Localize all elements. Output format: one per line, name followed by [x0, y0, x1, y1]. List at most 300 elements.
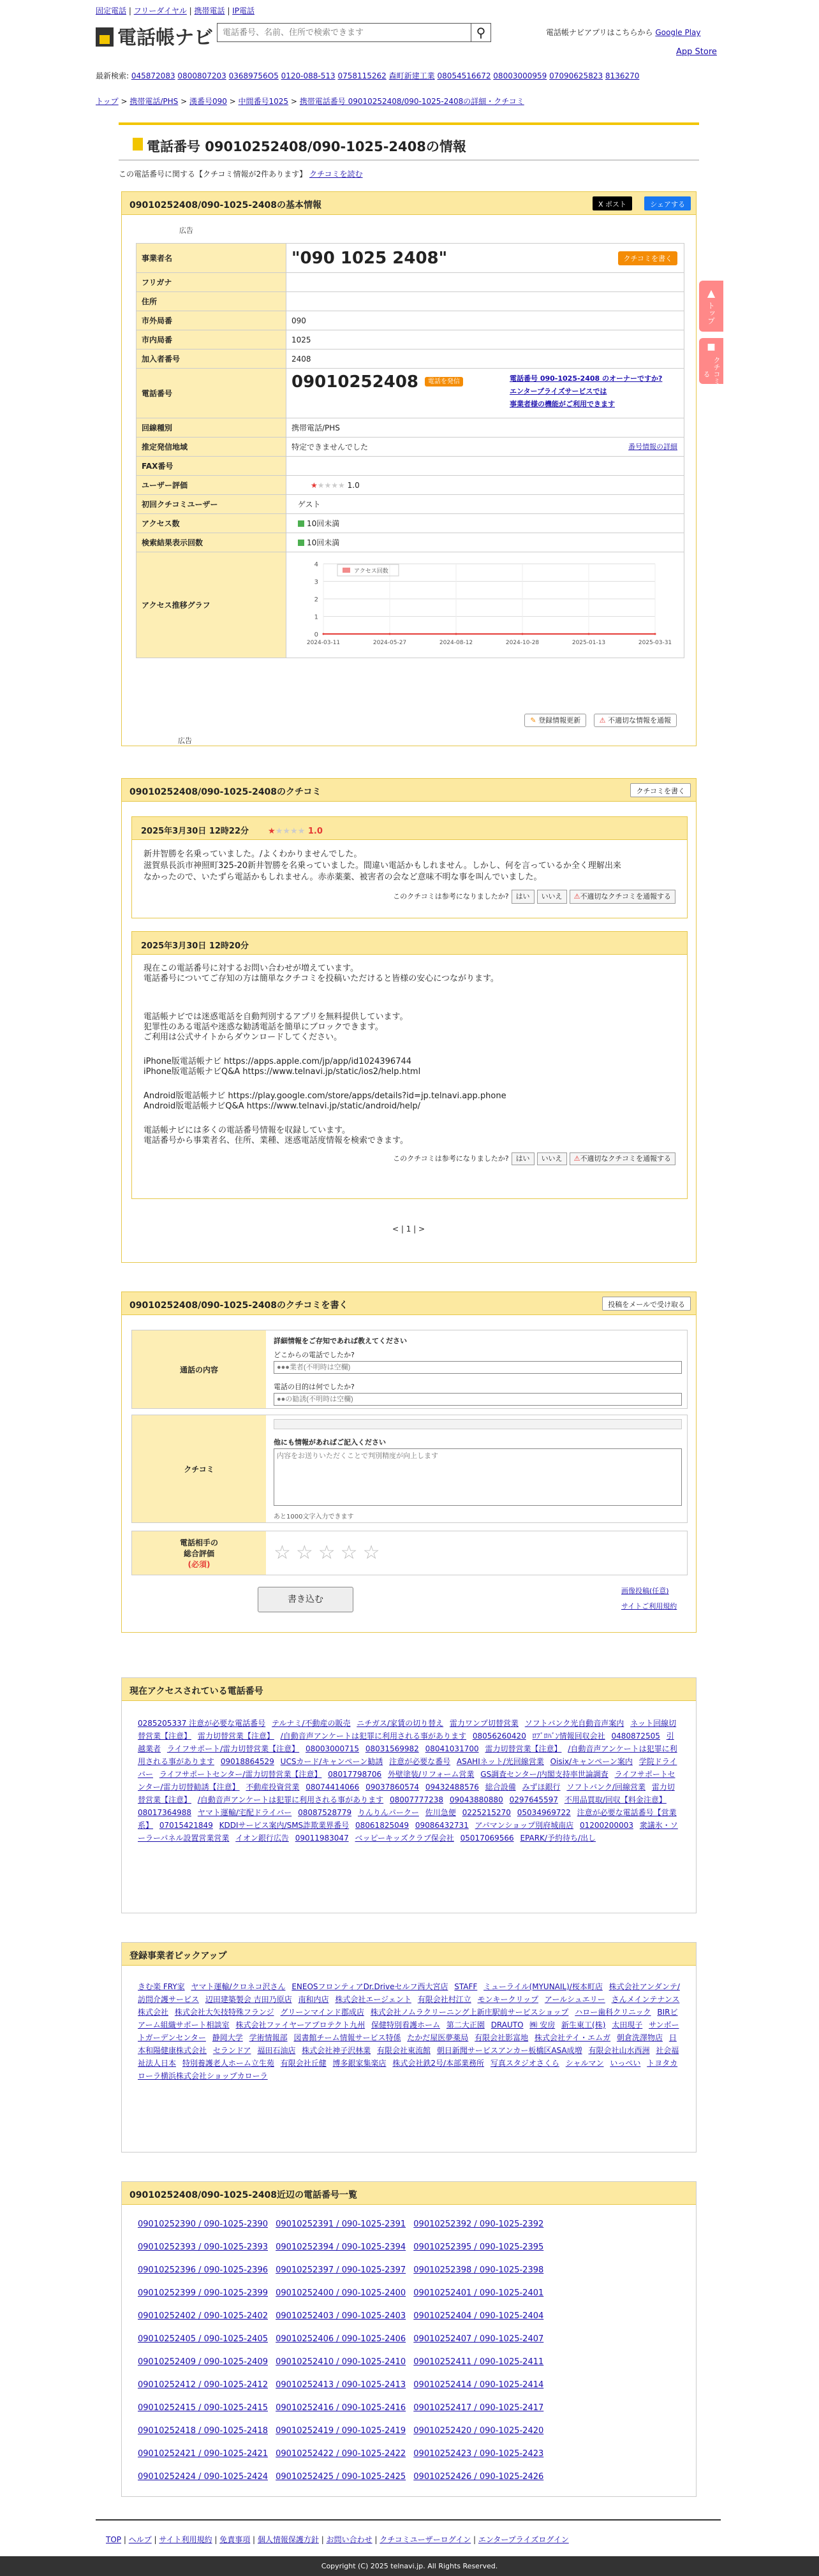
access-number-link[interactable]: 09043880880 [449, 1795, 503, 1804]
char-limit: あと1000文字入力できます [274, 1513, 354, 1520]
nearby-number-link[interactable]: 09010252399 / 090-1025-2399 [138, 2288, 268, 2298]
ad-label: 広告 [178, 737, 192, 745]
write-review-button[interactable]: クチコミを書く [618, 251, 677, 265]
pickup-business-link[interactable]: セランドア [212, 2046, 251, 2055]
access-number-link[interactable]: イオン銀行広告 [235, 1834, 289, 1843]
access-number-link[interactable]: みずほ銀行 [522, 1783, 561, 1792]
nearby-number-link[interactable]: 09010252409 / 090-1025-2409 [138, 2357, 268, 2367]
review-line: 犯罪性のある電話や迷惑な勧誘電話を簡単にブロックできます。 [144, 1022, 383, 1032]
pickup-business-link[interactable]: シャルマン [565, 2059, 604, 2068]
pickup-business-link[interactable]: 株式会社大矢技特殊フランジ [174, 2008, 274, 2017]
pickup-business-link[interactable]: 株式会社ノムラクリーニング上新庄駅前サービスショップ [370, 2008, 569, 2017]
table-row [136, 244, 684, 273]
pickup-business-link[interactable]: 株式会社エージェント [335, 1995, 411, 2004]
x-tick-label: 2024-03-11 [306, 640, 341, 646]
y-tick-label: 2 [314, 596, 318, 603]
nearby-number-link[interactable]: 09010252413 / 090-1025-2413 [276, 2380, 406, 2390]
pickup-business-link[interactable]: アールシュエリー [544, 1995, 605, 2004]
google-play-link[interactable]: Google Play [655, 28, 701, 37]
latest-link[interactable]: 0800807203 [177, 71, 226, 80]
row-label: 回線種別 [136, 418, 286, 438]
report-review-button[interactable] [570, 1152, 675, 1165]
nearby-number-link[interactable]: 09010252405 / 090-1025-2405 [138, 2334, 268, 2344]
pickup-business-link[interactable]: 有限会社丘健 [280, 2059, 327, 2068]
access-number-link[interactable]: /自動音声アンケートは犯罪に利用される事があります [280, 1732, 467, 1741]
call-button-label: 電話を発信 [427, 378, 460, 385]
review-feedback [144, 1152, 675, 1165]
ios-help-link[interactable]: iPhone版電話帳ナビQ&A https://www.telnavi.jp/static/ios2/help.html [144, 1067, 421, 1077]
pickup-business-link[interactable]: 株式会社テイ・エムガ [534, 2033, 611, 2042]
nearby-number-link[interactable]: 09010252424 / 090-1025-2424 [138, 2472, 268, 2482]
link-ip[interactable]: IP電話 [232, 6, 255, 15]
bar-icon [298, 520, 304, 527]
rating-star-input[interactable]: ☆☆☆☆☆ [274, 1542, 385, 1564]
arrow-up-icon: ▲ [707, 287, 716, 299]
latest-link[interactable]: 森町新建工業 [388, 71, 435, 80]
reviews-title: 09010252408/090-1025-2408のクチコミ [129, 787, 321, 797]
x-post-button[interactable]: X ポスト [593, 196, 632, 210]
nearby-number-link[interactable]: 09010252406 / 090-1025-2406 [276, 2334, 406, 2344]
nearby-number-link[interactable]: 09010252419 / 090-1025-2419 [276, 2426, 406, 2436]
call-content-row [131, 1330, 688, 1409]
basic-info-title: 09010252408/090-1025-2408の基本情報 [129, 200, 322, 210]
nearby-number-link[interactable]: 09010252414 / 090-1025-2414 [413, 2380, 544, 2390]
pickup-business-link[interactable]: 図書館チーム情報サービス特係 [293, 2033, 401, 2042]
access-number-link[interactable]: ASAHIネット/光回線営業 [456, 1757, 544, 1766]
nearby-number-link[interactable]: 09010252423 / 090-1025-2423 [413, 2449, 544, 2459]
access-number-link[interactable]: 0225215270 [462, 1808, 511, 1817]
pickup-business-link[interactable]: 株式会社鉄2号/本部業務所 [392, 2059, 485, 2068]
footer-links: TOP | ヘルプ | サイト利用規約 | 免責事項 | 個人情報保護方針 | お問い合わせ | クチコミユーザーログイン | エンタープライズログイン [106, 2535, 569, 2544]
access-number-link[interactable]: 外壁塗装/リフォーム営業 [387, 1770, 475, 1779]
app-promo-text: 電話帳ナビアプリはこちらから [546, 28, 653, 37]
table-row [136, 292, 684, 311]
pickup-business-link[interactable]: 株式会社ファイヤーアプロテクト九州 [235, 2020, 365, 2029]
pickup-business-link[interactable]: 有限会社山水西洲 [588, 2046, 650, 2055]
nearby-number-link[interactable]: 09010252422 / 090-1025-2422 [276, 2449, 406, 2459]
access-number-link[interactable]: ﾛﾌﾞﾛﾊﾞﾝ情報回収会社 [532, 1732, 605, 1741]
access-number-link[interactable]: 09011983047 [295, 1834, 349, 1843]
pickup-business-link[interactable]: 福田石油店 [257, 2046, 296, 2055]
table-row [136, 330, 684, 350]
pickup-business-link[interactable]: 保健特別看護ホーム [371, 2020, 441, 2029]
access-number-link[interactable]: 09037860574 [365, 1783, 420, 1792]
breadcrumb: トップ > 携帯電話/PHS > 漢番号090 > 中間番号1025 > 携帯電話番号 09010252408/090-1025-2408の詳細・クチコミ [96, 97, 524, 106]
link-mobile[interactable]: 携帯電話 [194, 6, 225, 15]
business-name: "090 1025 2408" [291, 248, 448, 268]
access-number-link[interactable]: ソフトバンク/回線営業 [566, 1783, 646, 1792]
pickup-business-link[interactable]: 写真スタジオさくら [490, 2059, 559, 2068]
android-help-link[interactable]: Android版電話帳ナビQ&A https://www.telnavi.jp/static/android/help/ [144, 1101, 420, 1111]
pickup-business-link[interactable]: 朝倉洗澤物店 [616, 2033, 663, 2042]
side-review-button[interactable] [699, 338, 723, 392]
access-number-link[interactable]: 雷力切替営業【注意】 [138, 1783, 675, 1804]
read-reviews-link[interactable]: クチコミを読む [309, 170, 363, 179]
latest-searches [96, 70, 639, 81]
access-number-link[interactable]: 05034969722 [517, 1808, 571, 1817]
table-row [136, 552, 684, 658]
write-review-header [122, 1292, 696, 1315]
app-store-link[interactable]: App Store [676, 47, 717, 57]
pickup-business-link[interactable]: トヨタカローラ横浜株式会社ショップカローラ [138, 2059, 678, 2080]
pickup-business-link[interactable]: ㈱ 安房 [529, 2020, 556, 2029]
pickup-business-link[interactable]: 株式会社アンダンテ/訪問介護サービス [138, 1982, 680, 2004]
pickup-business-link[interactable]: 朝日新聞サービスアンカー板橋区ASA成増 [436, 2046, 582, 2055]
report-review-label: 不適切なクチコミを通報する [580, 1154, 671, 1163]
latest-link[interactable]: 045872083 [131, 71, 175, 80]
nearby-number-link[interactable]: 09010252416 / 090-1025-2416 [276, 2403, 406, 2413]
footer-link[interactable]: お問い合わせ [326, 2535, 373, 2544]
purpose-input[interactable] [274, 1393, 682, 1406]
access-number-link[interactable]: 引越業者 [138, 1732, 674, 1753]
data-point [654, 633, 656, 635]
site-logo[interactable] [96, 22, 213, 50]
access-number-link[interactable]: 08074414066 [306, 1783, 360, 1792]
review-line: 電話番号から事業者名、住所、業種、迷惑電話度情報を検索できます。 [144, 1136, 408, 1145]
nearby-number-link[interactable]: 09010252417 / 090-1025-2417 [413, 2403, 544, 2413]
access-number-link[interactable]: 07015421849 [159, 1821, 213, 1830]
pickup-links [131, 1974, 688, 2147]
mail-receive-button[interactable]: 投稿をメールで受け取る [602, 1297, 691, 1311]
review-line: なかったので、いたずら電話かもしれません。赤赤薬薬、被害者の会など意味不明な事を叫んでいました。 [144, 872, 542, 882]
breadcrumb-prefix[interactable]: 漢番号090 [189, 97, 227, 106]
side-top-button[interactable] [699, 281, 723, 332]
access-number-link[interactable]: ライフサポートセンター/雷力切替営業【注意】 [159, 1770, 322, 1779]
access-number-link[interactable]: EPARK/予約待ち/出し [520, 1834, 596, 1843]
nearby-number-link[interactable]: 09010252402 / 090-1025-2402 [138, 2311, 268, 2321]
pagination[interactable]: < | 1 | > [392, 1225, 425, 1233]
first-user: ゲスト [298, 500, 321, 509]
pickup-business-link[interactable]: 太田現子 [612, 2020, 643, 2029]
access-number-link[interactable]: 09018864529 [220, 1757, 274, 1766]
latest-link[interactable]: 08003000959 [493, 71, 547, 80]
pickup-business-link[interactable]: サンボートガーデンセンター [138, 2020, 679, 2042]
data-point [522, 633, 524, 635]
access-number-link[interactable]: ニチガス/家賃の切り替え [357, 1719, 444, 1728]
pickup-business-link[interactable]: さんメインテナンス株式会社 [138, 1995, 680, 2017]
row-label: 加入者番号 [136, 350, 286, 369]
nearby-number-link[interactable]: 09010252398 / 090-1025-2398 [413, 2265, 544, 2275]
access-number-link[interactable]: ネット回線切替営業【注意】 [138, 1719, 677, 1741]
pickup-business-link[interactable]: 博多銀家集楽店 [332, 2059, 387, 2068]
access-number-link[interactable]: UCSカード/キャンペーン勧誘 [280, 1757, 383, 1766]
access-number-link[interactable]: 注意が必要な番号 [389, 1757, 451, 1766]
bar-icon [298, 540, 304, 546]
helpful-no-button[interactable]: いいえ [537, 1152, 567, 1165]
table-row [136, 514, 684, 533]
access-number-link[interactable]: 08017798706 [328, 1770, 382, 1779]
table-row [136, 495, 684, 514]
pickup-business-link[interactable]: たかだ屋医夢薬局 [407, 2033, 469, 2042]
copyright: Copyright (C) 2025 telnavi.jp. All Rights Reserved. [0, 2556, 819, 2576]
nearby-number-link[interactable]: 09010252401 / 090-1025-2401 [413, 2288, 544, 2298]
review-date: 2025年3月30日 12時20分 [141, 941, 249, 951]
nearby-number-link[interactable]: 09010252407 / 090-1025-2407 [413, 2334, 544, 2344]
access-number-link[interactable]: 雷力ワンプ切替営業 [449, 1719, 519, 1728]
access-links [131, 1711, 688, 1912]
footer-link[interactable]: TOP [106, 2535, 122, 2544]
access-number-link[interactable]: 雷力切替営業【注意】 [485, 1744, 562, 1753]
write-review-button[interactable]: クチコミを書く [630, 783, 691, 797]
access-number-link[interactable]: 0285205337 注意が必要な電話番号 [138, 1719, 266, 1728]
breadcrumb-top[interactable]: トップ [96, 97, 119, 106]
owner-link[interactable]: 電話番号 090-1025-2408 のオーナーですか? [510, 374, 663, 383]
access-count: 10回未満 [307, 519, 340, 528]
data-point [323, 633, 325, 635]
review-line: ご利用は公式サイトからダウンロードしてください。 [144, 1033, 343, 1042]
link-freedial[interactable]: フリーダイヤル [133, 6, 187, 15]
nearby-number-link[interactable]: 09010252415 / 090-1025-2415 [138, 2403, 268, 2413]
terms-link[interactable]: サイトご利用規約 [621, 1602, 677, 1610]
purpose-question: 電話の目的は何でしたか? [274, 1383, 355, 1391]
access-number-link[interactable]: 08031569982 [365, 1744, 419, 1753]
access-number-link[interactable]: 08041031700 [425, 1744, 479, 1753]
nearby-number-link[interactable]: 09010252425 / 090-1025-2425 [276, 2472, 406, 2482]
review-feedback [144, 890, 675, 904]
nearby-header: 09010252408/090-1025-2408近辺の電話番号一覧 [122, 2182, 696, 2205]
search-icon: ⚲ [476, 25, 486, 40]
nearby-number-link[interactable]: 09010252418 / 090-1025-2418 [138, 2426, 268, 2436]
access-number-link[interactable]: ライフサポートセンター/雷力切替勧誘【注意】 [138, 1770, 675, 1792]
warning-icon: ⚠ [599, 716, 606, 725]
data-point [389, 633, 391, 635]
pickup-business-link[interactable]: 株式会社神子沢林業 [302, 2046, 371, 2055]
pickup-business-link[interactable]: 南和内店 [298, 1995, 329, 2004]
pickup-business-link[interactable]: ハロー歯科クリニック [575, 2008, 651, 2017]
app-promo [546, 27, 701, 38]
android-app-link[interactable]: Android版電話帳ナビ https://play.google.com/store/apps/details?id=jp.telnavi.app.phone [144, 1091, 506, 1101]
row-label: 市内局番 [136, 330, 286, 350]
access-number-link[interactable]: 09432488576 [425, 1783, 479, 1792]
submit-button[interactable]: 書き込む [258, 1587, 353, 1612]
review-stars: ★★★★★ [268, 827, 306, 836]
row-label: 初回クチコミユーザー [136, 495, 286, 514]
pickup-business-link[interactable]: 社会福祉法人日本 [138, 2046, 679, 2068]
business-feature-link[interactable]: 事業者様の機能がご利用できます [510, 400, 615, 408]
access-number-link[interactable]: KDDIサービス案内/SMS詐欺業界番号 [219, 1821, 350, 1830]
access-number-link[interactable]: 08003000715 [306, 1744, 359, 1753]
enterprise-link[interactable]: エンタープライズサービスでは [510, 387, 607, 395]
pickup-business-link[interactable]: ミューライル(MYUNAIL)/桜本町店 [483, 1982, 603, 1991]
access-number-link[interactable]: 不動産投資営業 [246, 1783, 300, 1792]
required-mark: (必須) [188, 1559, 210, 1569]
access-number-link[interactable]: /自動音声アンケートは犯罪に利用される事があります [197, 1795, 384, 1804]
access-number-link[interactable]: アパマンショップ別府城南店 [475, 1821, 574, 1830]
edit-icon: ✎ [530, 716, 536, 725]
caller-input[interactable] [274, 1361, 682, 1374]
nearby-number-link[interactable]: 09010252411 / 090-1025-2411 [413, 2357, 544, 2367]
footer-link[interactable]: サイト利用規約 [159, 2535, 212, 2544]
update-info-button[interactable] [524, 714, 586, 727]
access-number-link[interactable]: 不用品買取/回収【料金注意】 [564, 1795, 667, 1804]
review-note [119, 168, 363, 179]
helpful-yes-button[interactable]: はい [512, 1152, 535, 1165]
table-row [136, 418, 684, 438]
rating-label-text: 電話相手の総合評価 [180, 1538, 219, 1558]
info-table [136, 243, 684, 658]
nearby-number-link[interactable]: 09010252391 / 090-1025-2391 [276, 2219, 406, 2229]
detail-question: 詳細情報をご存知であれば教えてください [274, 1337, 407, 1345]
access-number-link[interactable]: 学院ドライバー [138, 1757, 677, 1779]
nearby-number-link[interactable]: 09010252421 / 090-1025-2421 [138, 2449, 268, 2459]
helpful-yes-button[interactable]: はい [512, 890, 535, 904]
report-review-button[interactable] [570, 890, 675, 904]
helpful-question: このクチコミは参考になりましたか? [393, 892, 509, 901]
access-number-link[interactable]: 09086432731 [415, 1821, 469, 1830]
breadcrumb-current[interactable]: 携帯電話番号 09010252408/090-1025-2408の詳細・クチコミ [299, 97, 524, 106]
review-textarea[interactable] [274, 1448, 682, 1506]
access-number-link[interactable]: 0480872505 [611, 1732, 660, 1741]
reviews-header [122, 779, 696, 802]
access-number-link[interactable]: 雷力切替営業【注意】 [197, 1732, 274, 1741]
access-number-link[interactable]: 05017069566 [460, 1834, 514, 1843]
nearby-number-link[interactable]: 09010252404 / 090-1025-2404 [413, 2311, 544, 2321]
pickup-business-link[interactable]: きむ楽 FRY家 [138, 1982, 185, 1991]
table-row [136, 369, 684, 418]
nearby-number-link[interactable]: 09010252426 / 090-1025-2426 [413, 2472, 544, 2482]
row-value: 1025 [286, 330, 684, 350]
row-label: FAX番号 [136, 457, 286, 476]
nearby-number-link[interactable]: 09010252403 / 090-1025-2403 [276, 2311, 406, 2321]
access-number-link[interactable]: テルナミ/不動産の販売 [272, 1719, 351, 1728]
nearby-number-link[interactable]: 09010252396 / 090-1025-2396 [138, 2265, 268, 2275]
nearby-number-link[interactable]: 09010252392 / 090-1025-2392 [413, 2219, 544, 2229]
pickup-business-link[interactable]: ヤマト運輸/クロネコ沢さん [191, 1982, 286, 1991]
latest-link[interactable]: 0120-088-513 [281, 71, 336, 80]
pickup-business-link[interactable]: 第二大正園 [446, 2020, 485, 2029]
phone-number: 09010252408 [291, 372, 418, 392]
pickup-business-link[interactable]: 有限会社東流館 [377, 2046, 431, 2055]
footer-link[interactable]: 個人情報保護方針 [257, 2535, 319, 2544]
pickup-business-link[interactable]: STAFF [454, 1982, 478, 1991]
footer-link[interactable]: ヘルプ [128, 2535, 152, 2544]
access-number-link[interactable]: ソフトバンク光自動音声案内 [524, 1719, 624, 1728]
warning-icon: ⚠ [573, 1154, 580, 1163]
pickup-business-link[interactable]: DRAUTO [491, 2020, 524, 2029]
nearby-number-link[interactable]: 09010252420 / 090-1025-2420 [413, 2426, 544, 2436]
access-number-link[interactable]: 01200200003 [579, 1821, 633, 1830]
review-note-text: この電話番号に関する【クチコミ情報が2件あります】 [119, 170, 307, 179]
facebook-share-button[interactable]: シェアする [644, 196, 691, 210]
nearby-number-link[interactable]: 09010252390 / 090-1025-2390 [138, 2219, 268, 2229]
row-label: 検索結果表示回数 [136, 533, 286, 552]
access-number-link[interactable]: /自動音声アンケートは犯罪に利用される事があります [138, 1744, 677, 1766]
breadcrumb-mobile[interactable]: 携帯電話/PHS [129, 97, 179, 106]
access-number-link[interactable]: Oisix/キャンペーン案内 [550, 1757, 633, 1766]
nearby-number-link[interactable]: 09010252410 / 090-1025-2410 [276, 2357, 406, 2367]
review-card [131, 931, 688, 1199]
access-number-link[interactable]: 08017364988 [138, 1808, 191, 1817]
pickup-business-link[interactable]: 新生東工(株) [561, 2020, 606, 2029]
row-value [286, 244, 684, 273]
ios-app-link[interactable]: iPhone版電話帳ナビ https://apps.apple.com/jp/app/id1024396744 [144, 1057, 412, 1066]
search-input[interactable] [217, 23, 472, 42]
access-number-link[interactable]: GS調査センター/内閣支持率世論調査 [480, 1770, 609, 1779]
pickup-business-link[interactable]: 辺田建築製会 吉田乃原店 [205, 1995, 292, 2004]
access-number-link[interactable]: りんりんパークー [357, 1808, 419, 1817]
access-number-link[interactable]: ライフサポート/雷力切替営業【注意】 [166, 1744, 300, 1753]
warning-icon: ⚠ [573, 892, 580, 901]
row-value [286, 533, 684, 552]
row-value [286, 514, 684, 533]
review-header [132, 932, 687, 955]
nearby-number-link[interactable]: 09010252394 / 090-1025-2394 [276, 2242, 406, 2252]
pickup-business-link[interactable]: 特別養護老人ホーム立生苑 [182, 2059, 274, 2068]
access-number-link[interactable]: 08007777238 [390, 1795, 443, 1804]
call-button[interactable] [425, 377, 463, 386]
pickup-business-link[interactable]: 静岡大学 [212, 2033, 243, 2042]
helpful-question: このクチコミは参考になりましたか? [393, 1154, 509, 1163]
row-value [286, 273, 684, 292]
report-info-button[interactable] [594, 714, 677, 727]
access-number-link[interactable]: 総合設備 [485, 1783, 516, 1792]
access-number-link[interactable]: 08061825049 [355, 1821, 409, 1830]
access-number-link[interactable]: 衆議氷・ソーラーパネル設置営業営業 [138, 1821, 678, 1843]
nearby-number-link[interactable]: 09010252412 / 090-1025-2412 [138, 2380, 268, 2390]
row-value [286, 292, 684, 311]
access-number-link[interactable]: 0297645597 [509, 1795, 558, 1804]
pickup-business-link[interactable]: モンキークリップ [477, 1995, 539, 2004]
pickup-business-link[interactable]: 日本和陽健康株式会社 [138, 2033, 677, 2055]
pickup-business-link[interactable]: 有限会社影富地 [475, 2033, 529, 2042]
nearby-links [131, 2210, 688, 2491]
breadcrumb-middle[interactable]: 中間番号1025 [238, 97, 289, 106]
footer-link[interactable]: 免責事項 [219, 2535, 251, 2544]
title-marker-icon [133, 138, 143, 151]
access-number-link[interactable]: ベッピーキッズクラブ保会社 [355, 1834, 454, 1843]
search-button[interactable] [471, 23, 491, 42]
latest-link[interactable]: 07090625823 [549, 71, 603, 80]
footer-link[interactable]: エンタープライズログイン [478, 2535, 569, 2544]
x-tick-label: 2025-03-31 [638, 640, 672, 646]
nearby-number-link[interactable]: 09010252393 / 090-1025-2393 [138, 2242, 268, 2252]
pickup-business-link[interactable]: グリーンマインド郡成店 [280, 2008, 364, 2017]
access-number-link[interactable]: 佐川急便 [425, 1808, 456, 1817]
access-number-link[interactable]: ヤマト運輸/宅配ドライバー [197, 1808, 292, 1817]
divider [119, 159, 699, 161]
row-label: フリガナ [136, 273, 286, 292]
review-header [132, 817, 687, 840]
image-post-link[interactable]: 画像投稿(任意) [621, 1587, 669, 1595]
nearby-number-link[interactable]: 09010252400 / 090-1025-2400 [276, 2288, 406, 2298]
pickup-business-link[interactable]: いっぺい [610, 2059, 641, 2068]
latest-link[interactable]: 03689756O5 [228, 71, 279, 80]
pickup-business-link[interactable]: 有限会社村江立 [417, 1995, 471, 2004]
access-number-link[interactable]: 注意が必要な電話番号【営業系】 [138, 1808, 677, 1830]
pickup-business-link[interactable]: ENEOSフロンティアDr.Driveセルフ西大宮店 [291, 1982, 448, 1991]
access-number-link[interactable]: 08087528779 [298, 1808, 352, 1817]
area-detail-link[interactable]: 番号情報の詳細 [628, 443, 677, 451]
review-line: 新井智勝を名乗っていました。/よくわかりませんでした。 [144, 850, 362, 859]
pickup-business-link[interactable]: BIRビアーム組織サポート相談室 [138, 2008, 678, 2029]
review-line: 電話帳ナビでは迷惑電話を自動判別するアプリを無料提供しています。 [144, 1012, 408, 1022]
side-top-label: トップ [706, 302, 716, 325]
report-review-label: 不適切なクチコミを通報する [580, 892, 671, 901]
helpful-no-button[interactable]: いいえ [537, 890, 567, 904]
pickup-business-link[interactable]: 学術情報部 [249, 2033, 288, 2042]
latest-link[interactable]: 0758115262 [337, 71, 387, 80]
latest-link[interactable]: 08054516672 [437, 71, 491, 80]
footer-link[interactable]: クチコミユーザーログイン [380, 2535, 471, 2544]
legend-label: アクセス回数 [354, 568, 388, 575]
nearby-number-link[interactable]: 09010252395 / 090-1025-2395 [413, 2242, 544, 2252]
latest-link[interactable]: 8136270 [605, 71, 640, 80]
link-landline[interactable]: 固定電話 [96, 6, 127, 15]
data-point [455, 633, 457, 635]
row-label: 市外局番 [136, 311, 286, 330]
nearby-number-link[interactable]: 09010252397 / 090-1025-2397 [276, 2265, 406, 2275]
access-number-link[interactable]: 08056260420 [472, 1732, 526, 1741]
